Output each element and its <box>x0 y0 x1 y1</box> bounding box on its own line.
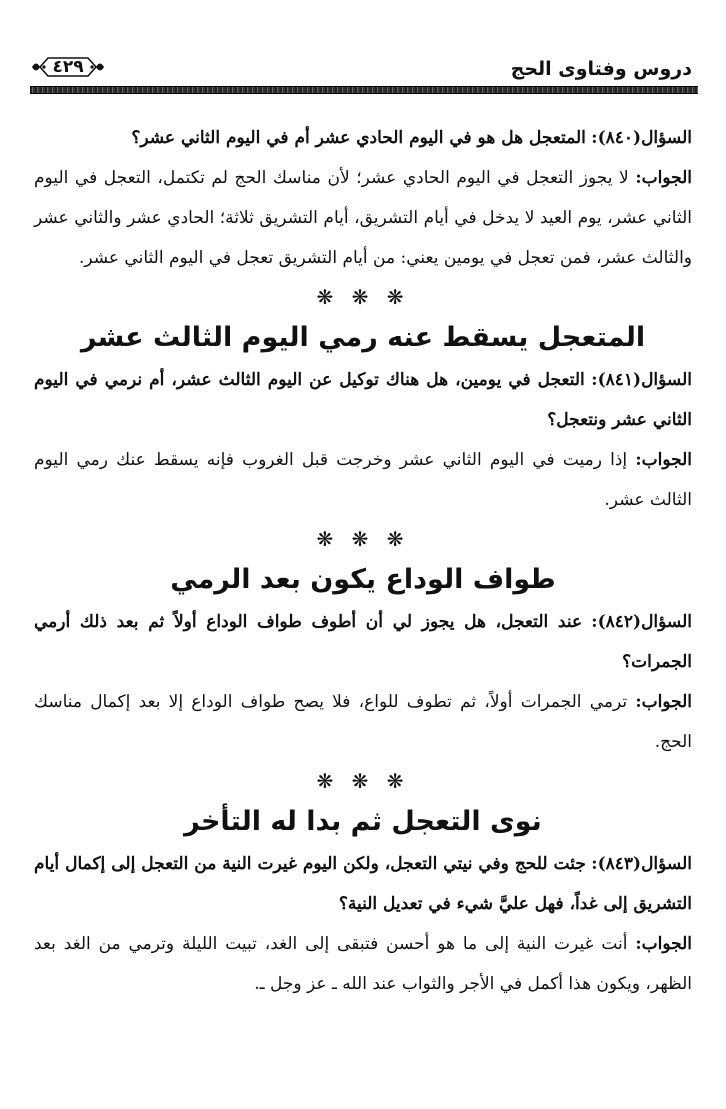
header-rule <box>30 86 698 94</box>
question-label: السؤال(٨٤٢): <box>591 612 692 632</box>
page-number: ٤٢٩ <box>52 57 84 77</box>
question-text: عند التعجل، هل يجوز لي أن أطوف طواف الوداع أولاً ثم بعد ذلك أرمي الجمرات؟ <box>34 612 692 672</box>
question-label: السؤال(٨٤١): <box>591 370 692 390</box>
answer-841 <box>34 440 692 520</box>
answer-842 <box>34 682 692 762</box>
section-heading: نوى التعجل ثم بدا له التأخر <box>184 806 542 837</box>
question-840 <box>34 118 692 158</box>
answer-label: الجواب: <box>635 692 692 712</box>
section-separator: ❋ ❋ ❋ <box>316 527 410 551</box>
question-841 <box>34 360 692 440</box>
answer-text: لا يجوز التعجل في اليوم الحادي عشر؛ لأن مناسك الحج لم تكتمل، التعجل في اليوم الثاني عشر، يوم العيد لا يدخل في أيام التشريق، أيام التشريق ثلاثة؛ الحادي عشر والثاني عشر والثالث عشر، فمن تعجل في يومين يعني: من أيام التشريق تعجل في اليوم الثاني عشر. <box>34 168 692 268</box>
running-title: دروس وفتاوى الحج <box>510 58 692 80</box>
page-number-badge <box>30 54 106 80</box>
section-separator: ❋ ❋ ❋ <box>316 769 410 793</box>
section-heading: طواف الوداع يكون بعد الرمي <box>170 564 556 595</box>
answer-843 <box>34 924 692 1004</box>
answer-label: الجواب: <box>635 450 692 470</box>
answer-text: ترمي الجمرات أولاً، ثم تطوف للواع، فلا يصح طواف الوداع إلا بعد إكمال مناسك الحج. <box>34 692 692 752</box>
page-header <box>30 50 698 90</box>
answer-840 <box>34 158 692 278</box>
answer-text: إذا رميت في اليوم الثاني عشر وخرجت قبل الغروب فإنه يسقط عنك رمي اليوم الثالث عشر. <box>34 450 692 510</box>
question-label: السؤال(٨٤٣): <box>591 854 692 874</box>
page-content <box>34 118 692 1004</box>
section-separator: ❋ ❋ ❋ <box>316 285 410 309</box>
question-842 <box>34 602 692 682</box>
question-843 <box>34 844 692 924</box>
question-label: السؤال(٨٤٠): <box>591 128 692 148</box>
question-text: جئت للحج وفي نيتي التعجل، ولكن اليوم غيرت النية من التعجل إلى إكمال أيام التشريق إلى غداً، فهل عليَّ شيء في تعديل النية؟ <box>34 854 692 914</box>
answer-label: الجواب: <box>635 168 692 188</box>
section-heading: المتعجل يسقط عنه رمي اليوم الثالث عشر <box>80 322 646 353</box>
question-text: التعجل في يومين، هل هناك توكيل عن اليوم الثالث عشر، أم نرمي في اليوم الثاني عشر ونتعجل؟ <box>34 370 692 430</box>
answer-label: الجواب: <box>635 934 692 954</box>
question-text: المتعجل هل هو في اليوم الحادي عشر أم في اليوم الثاني عشر؟ <box>131 128 586 148</box>
answer-text: أنت غيرت النية إلى ما هو أحسن فتبقى إلى الغد، تبيت الليلة وترمي من الغد بعد الظهر، ويكون هذا أكمل في الأجر والثواب عند الله ـ عز وجل ـ. <box>34 934 692 994</box>
